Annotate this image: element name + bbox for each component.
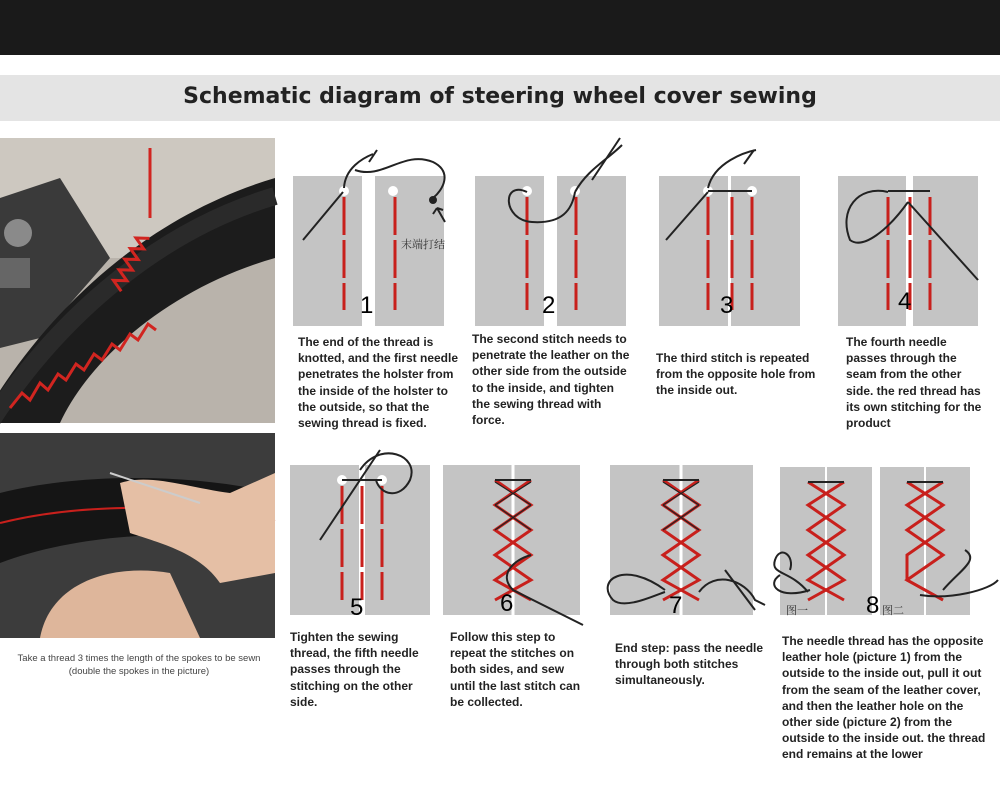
step-3-illustration	[656, 150, 836, 330]
step-6-number: 6	[500, 590, 514, 617]
step-2-number: 2	[542, 292, 556, 319]
step-7-illustration	[605, 460, 780, 620]
hands-sewing-photo	[0, 433, 275, 638]
steering-wheel-photo	[0, 138, 275, 423]
step-4-number: 4	[898, 288, 912, 315]
step-6-text: Follow this step to repeat the stitches on both sides, and sew until the last stitch can be collected.	[450, 630, 581, 709]
step-4-text: The fourth needle passes through the seam from the other side. the red thread has its own stitching for the product	[846, 335, 982, 431]
step-3-number: 3	[720, 292, 734, 319]
picture-2-label: 图二	[882, 604, 904, 617]
step-1-illustration	[293, 150, 473, 330]
step-8-number: 8	[866, 592, 880, 619]
step-2-text: The second stitch needs to penetrate the leather on the other side from the outside to the inside, and tighten the sewing thread with force.	[472, 332, 630, 428]
step-3	[656, 150, 836, 450]
step-7-text: End step: pass the needle through both stitches simultaneously.	[615, 641, 764, 688]
step-5-number: 5	[350, 594, 364, 621]
step-6	[443, 460, 603, 720]
step-4	[838, 150, 1000, 450]
step-3-text: The third stitch is repeated from the opposite hole from the inside out.	[656, 351, 816, 398]
diagram-title: Schematic diagram of steering wheel cover sewing	[183, 84, 817, 109]
step-2-illustration	[472, 150, 652, 330]
step-6-illustration	[443, 460, 603, 620]
step-1	[293, 150, 473, 450]
step-5-text: Tighten the sewing thread, the fifth needle passes through the stitching on the other side.	[290, 630, 419, 709]
step-5	[290, 460, 450, 710]
step-7-number: 7	[669, 592, 683, 619]
step-7	[605, 460, 780, 710]
step-8-illustration	[770, 460, 1000, 620]
step-8	[770, 460, 1000, 760]
step-8-text: The needle thread has the opposite leather hole (picture 1) from the outside to the inside out, pull it out from the seam of the leather cover, and then the leather hole on the other side (picture 2) from the outside to the inside out. the thread end remains at the lower	[782, 634, 986, 762]
picture-1-label: 图一	[786, 604, 808, 617]
photo-caption-thread-length: Take a thread 3 times the length of the spokes to be sewn (double the spokes in the picture)	[17, 653, 261, 677]
step-4-illustration	[838, 150, 1000, 330]
step-1-text: The end of the thread is knotted, and the first needle penetrates the holster from the inside of the holster to the outside, so that the sewing thread is fixed.	[298, 335, 459, 431]
knot-label: 末端打结	[401, 238, 445, 251]
step-5-illustration	[290, 460, 450, 620]
step-1-number: 1	[360, 292, 374, 319]
top-dark-bar	[0, 0, 1000, 55]
step-2	[472, 150, 652, 450]
